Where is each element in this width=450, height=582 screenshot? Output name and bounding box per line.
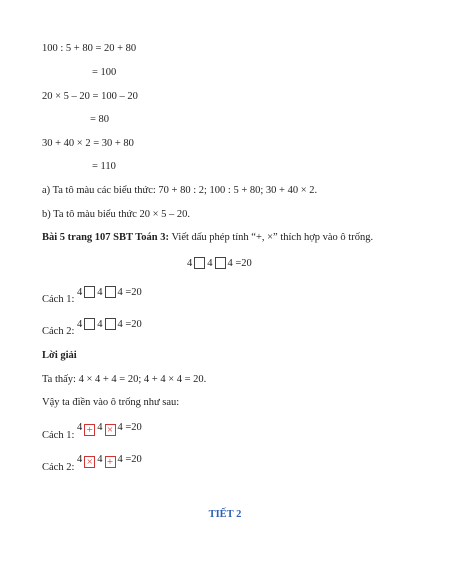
solution-observation: Ta thấy: 4 × 4 + 4 = 20; 4 + 4 × 4 = 20. bbox=[42, 374, 207, 385]
answer-a: a) Ta tô màu các biểu thức: 70 + 80 : 2; 100 : 5 + 80; 30 + 40 × 2. bbox=[42, 185, 318, 196]
equation-result: =20 bbox=[125, 454, 142, 465]
operand-2: 4 bbox=[97, 422, 103, 433]
times-sign-box: × bbox=[105, 424, 116, 436]
way-1-solution bbox=[42, 422, 242, 446]
way-2-equation bbox=[77, 454, 142, 468]
way-2-equation bbox=[77, 318, 142, 330]
blank-box-2[interactable] bbox=[215, 257, 226, 269]
plus-sign-box: + bbox=[84, 424, 95, 436]
way-1-label: Cách 1: bbox=[42, 430, 75, 441]
operand-2: 4 bbox=[97, 287, 103, 298]
blank-box-1[interactable] bbox=[84, 318, 95, 330]
solution-fill-instruction: Vậy ta điền vào ô trống như sau: bbox=[42, 397, 180, 408]
way-1-equation bbox=[77, 422, 142, 436]
operand-2: 4 bbox=[97, 319, 103, 330]
plus-sign-box: + bbox=[105, 456, 116, 468]
way-2-label: Cách 2: bbox=[42, 326, 75, 337]
way-1-equation bbox=[77, 286, 142, 298]
operand-1: 4 bbox=[77, 319, 83, 330]
equation-result: =20 bbox=[125, 287, 142, 298]
calc-line-3: 20 × 5 – 20 = 100 – 20 bbox=[42, 91, 138, 102]
operand-3: 4 bbox=[117, 319, 123, 330]
operand-1: 4 bbox=[77, 287, 83, 298]
calc-line-2: = 100 bbox=[92, 67, 117, 78]
times-sign-box: × bbox=[84, 456, 95, 468]
exercise-equation bbox=[187, 257, 252, 270]
calc-line-5: 30 + 40 × 2 = 30 + 80 bbox=[42, 138, 134, 149]
operand-3: 4 bbox=[117, 454, 123, 465]
solution-title: Lời giải bbox=[42, 350, 77, 361]
operand-2: 4 bbox=[97, 454, 103, 465]
answer-b: b) Ta tô màu biểu thức 20 × 5 – 20. bbox=[42, 209, 191, 220]
way-1-label: Cách 1: bbox=[42, 294, 75, 305]
equation-result: =20 bbox=[125, 422, 142, 433]
operand-1: 4 bbox=[187, 258, 193, 269]
blank-box-1[interactable] bbox=[84, 286, 95, 298]
blank-box-1[interactable] bbox=[194, 257, 205, 269]
section-heading: TIẾT 2 bbox=[208, 509, 242, 520]
calc-line-6: = 110 bbox=[92, 161, 116, 172]
blank-box-2[interactable] bbox=[105, 318, 116, 330]
operand-1: 4 bbox=[77, 454, 83, 465]
way-2-blank bbox=[42, 318, 242, 342]
exercise-prompt: Viết dấu phép tính “+, ×” thích hợp vào ô trống. bbox=[169, 232, 374, 243]
exercise-title: Bài 5 trang 107 SBT Toán 3: bbox=[42, 232, 170, 243]
calc-line-1: 100 : 5 + 80 = 20 + 80 bbox=[42, 43, 137, 54]
operand-1: 4 bbox=[77, 422, 83, 433]
blank-box-2[interactable] bbox=[105, 286, 116, 298]
exercise-statement bbox=[42, 231, 373, 244]
way-2-solution bbox=[42, 454, 242, 478]
operand-2: 4 bbox=[207, 258, 213, 269]
operand-3: 4 bbox=[117, 422, 123, 433]
calc-line-4: = 80 bbox=[90, 114, 110, 125]
operand-3: 4 bbox=[117, 287, 123, 298]
operand-3: 4 bbox=[227, 258, 233, 269]
equation-result: =20 bbox=[125, 319, 142, 330]
way-2-label: Cách 2: bbox=[42, 462, 75, 473]
way-1-blank bbox=[42, 286, 242, 310]
equation-result: =20 bbox=[235, 258, 252, 269]
